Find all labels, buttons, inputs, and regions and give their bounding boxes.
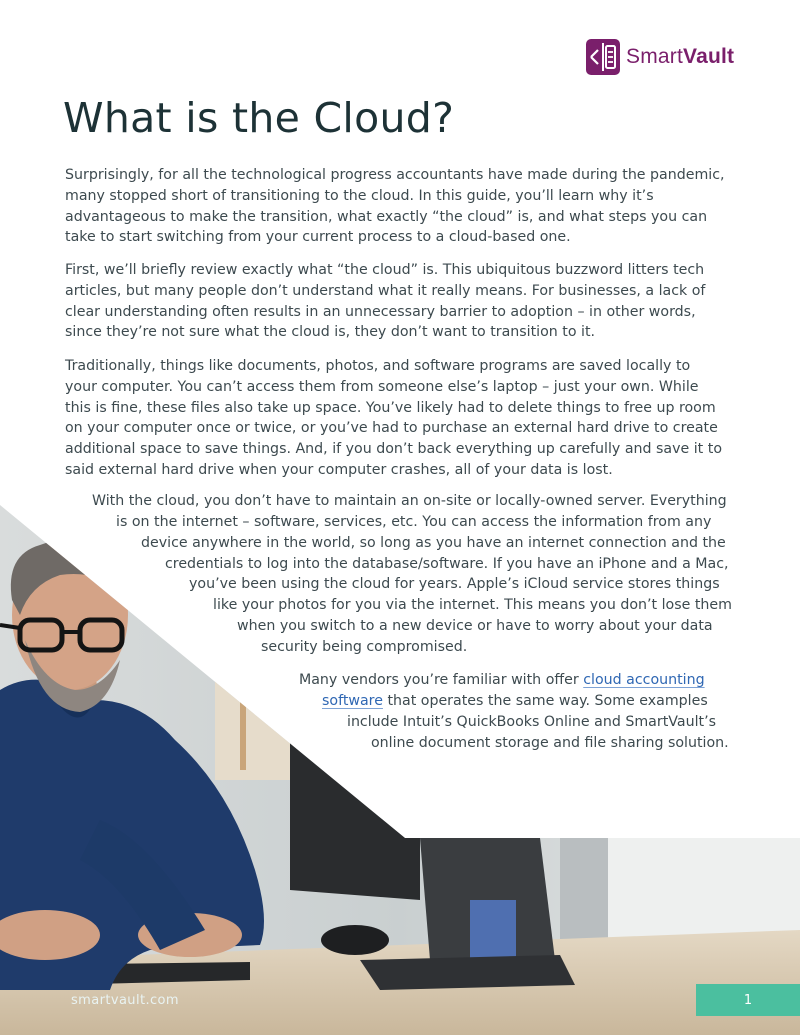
paragraph-line: [322, 693, 708, 709]
paragraph-line: advantageous to make the transition, what exactly “the cloud” is, and what steps you can: [65, 208, 708, 225]
paragraph-line: you’ve been using the cloud for years. Apple’s iCloud service stores things: [189, 576, 720, 592]
intro-paragraph: [65, 165, 725, 248]
smartvault-logo[interactable]: [586, 37, 734, 77]
page-number: 1: [743, 992, 753, 1008]
paragraph-text: that operates the same way. Some examples: [382, 693, 708, 709]
paragraph-line: Traditionally, things like documents, photos, and software programs are saved locally to: [65, 358, 691, 374]
paragraph-line: additional space to save things. And, if you don’t back everything up carefully and save it to: [65, 441, 723, 458]
paragraph-line: is on the internet – software, services, etc. You can access the information from any: [116, 514, 712, 530]
page-number-badge: [696, 984, 800, 1016]
page-title: What is the Cloud?: [63, 94, 455, 142]
smartvault-logo-icon: [586, 38, 620, 76]
paragraph-line: since they’re not sure what the cloud is, they don’t want to transition to it.: [65, 324, 596, 341]
paragraph-line: With the cloud, you don’t have to maintain an on-site or locally-owned server. Everything: [92, 493, 727, 509]
traditional-storage-paragraph: [65, 356, 725, 481]
paragraph-line: online document storage and file sharing solution.: [371, 735, 729, 751]
logo-wordmark-bold: Vault: [683, 45, 735, 68]
paragraph-line: clear understanding often results in an unnecessary barrier to adoption – in other words,: [65, 303, 696, 320]
paragraph-line: articles, but many people don’t understand what it really means. For businesses, a lack of: [65, 282, 706, 299]
footer-website-link[interactable]: smartvault.com: [71, 993, 179, 1008]
definition-paragraph: [65, 260, 725, 343]
paragraph-line: device anywhere in the world, so long as you have an internet connection and the: [141, 535, 726, 551]
paragraph-line: include Intuit’s QuickBooks Online and SmartVault’s: [347, 714, 716, 730]
paragraph-line: First, we’ll briefly review exactly what “the cloud” is. This ubiquitous buzzword litters tech: [65, 262, 705, 278]
paragraph-line: said external hard drive when your computer crashes, all of your data is lost.: [65, 461, 613, 478]
cloud-accounting-link-continued[interactable]: software: [322, 693, 383, 709]
paragraph-line: security being compromised.: [261, 639, 468, 655]
logo-wordmark-regular: Smart: [626, 45, 684, 68]
paragraph-line: this is fine, these files also take up space. You’ve likely had to delete things to free up room: [65, 399, 716, 416]
paragraph-line: many stopped short of transitioning to the cloud. In this guide, you’ll learn why it’s: [65, 187, 654, 204]
paragraph-line: when you switch to a new device or have to worry about your data: [237, 618, 713, 634]
paragraph-line: your computer. You can’t access them from someone else’s laptop – just your own. While: [65, 378, 699, 395]
cloud-accounting-link[interactable]: cloud accounting: [583, 672, 705, 688]
paragraph-text: Many vendors you’re familiar with offer: [299, 672, 584, 688]
paragraph-line: Surprisingly, for all the technological progress accountants have made during the pandemic,: [65, 167, 725, 183]
paragraph-line: [299, 672, 705, 688]
paragraph-line: credentials to log into the database/software. If you have an iPhone and a Mac,: [165, 556, 729, 572]
paragraph-line: take to start switching from your current process to a cloud-based one.: [65, 229, 571, 246]
paragraph-line: like your photos for you via the internet. This means you don’t lose them: [213, 597, 732, 613]
logo-wordmark: [626, 45, 734, 69]
paragraph-line: on your computer once or twice, or you’ve had to purchase an external hard drive to create: [65, 420, 718, 437]
